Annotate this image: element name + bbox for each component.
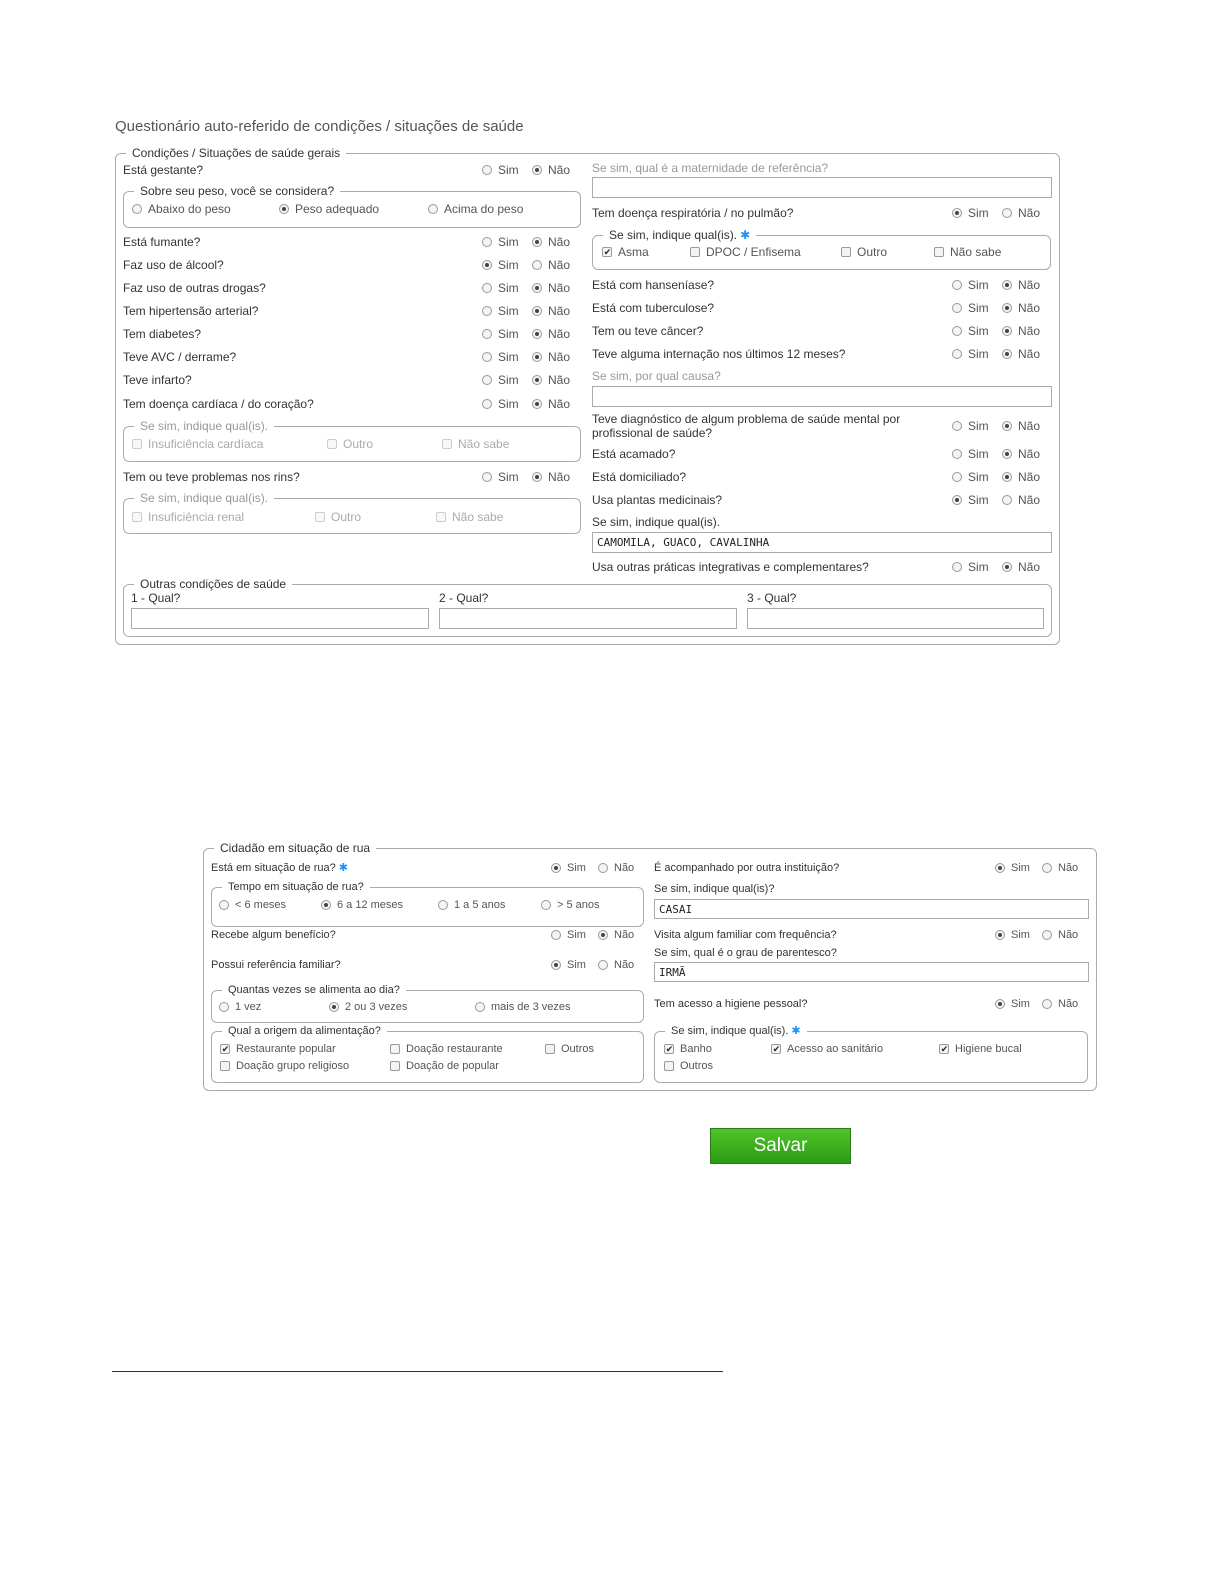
higiene-bucal[interactable]: ✔ Higiene bucal [939, 1042, 1022, 1056]
avc-nao[interactable]: Não [532, 350, 570, 364]
page-title: Questionário auto-referido de condições / situações de saúde [115, 118, 524, 135]
respiratoria-nao[interactable]: Não [1002, 206, 1040, 220]
acompanhado-label: É acompanhado por outra instituição? [654, 862, 840, 874]
acompanhado-nao[interactable]: Não [1042, 861, 1078, 875]
acamado-sim[interactable]: Sim [952, 447, 989, 461]
radio-icon [952, 421, 962, 431]
tempo-legend: Tempo em situação de rua? [222, 879, 370, 895]
maternidade-label: Se sim, qual é a maternidade de referência? [592, 161, 829, 175]
radio-icon [1042, 930, 1052, 940]
radio-selected-icon [1002, 472, 1012, 482]
required-icon: ✱ [740, 228, 751, 242]
radio-icon [475, 1002, 485, 1012]
cardiaca-nao[interactable]: Não [532, 397, 570, 411]
alimenta-2-3[interactable]: 2 ou 3 vezes [329, 1000, 407, 1014]
beneficio-sim[interactable]: Sim [551, 928, 586, 942]
alimenta-box [211, 984, 644, 1023]
alimenta-mais-3[interactable]: mais de 3 vezes [475, 1000, 570, 1014]
radio-selected-icon [329, 1002, 339, 1012]
rins-nao-sabe[interactable]: Não sabe [436, 510, 503, 524]
radio-icon [482, 399, 492, 409]
radio-icon [482, 165, 492, 175]
alimenta-1[interactable]: 1 vez [219, 1000, 261, 1014]
radio-selected-icon [1002, 280, 1012, 290]
alcool-nao[interactable]: Não [532, 258, 570, 272]
diabetes-sim[interactable]: Sim [482, 327, 519, 341]
radio-selected-icon [532, 472, 542, 482]
internacao-nao[interactable]: Não [1002, 347, 1040, 361]
tuberculose-nao[interactable]: Não [1002, 301, 1040, 315]
alcool-sim[interactable]: Sim [482, 258, 519, 272]
radio-selected-icon [551, 863, 561, 873]
plantas-nao[interactable]: Não [1002, 493, 1040, 507]
outras-q3-label: 3 - Qual? [747, 591, 797, 605]
radio-selected-icon [598, 930, 608, 940]
radio-selected-icon [551, 960, 561, 970]
cardiaca-box-legend: Se sim, indique qual(is). [134, 418, 274, 434]
checkbox-icon [442, 439, 452, 449]
acompanhado-sim[interactable]: Sim [995, 861, 1030, 875]
respiratoria-box-legend: Se sim, indique qual(is). ✱ [603, 227, 756, 243]
hipertensao-nao[interactable]: Não [532, 304, 570, 318]
peso-acima[interactable]: Acima do peso [428, 202, 523, 216]
radio-selected-icon [532, 399, 542, 409]
praticas-label: Usa outras práticas integrativas e complementares? [592, 560, 869, 574]
rins-box-legend: Se sim, indique qual(is). [134, 490, 274, 506]
tempo-menos-6[interactable]: < 6 meses [219, 898, 286, 912]
required-icon: ✱ [338, 862, 348, 874]
radio-selected-icon [532, 329, 542, 339]
alcool-label: Faz uso de álcool? [123, 258, 224, 272]
fumante-nao[interactable]: Não [532, 235, 570, 249]
higiene-box-legend: Se sim, indique qual(is). ✱ [665, 1023, 807, 1039]
radio-icon [952, 303, 962, 313]
referencia-label: Possui referência familiar? [211, 959, 341, 971]
radio-icon [482, 472, 492, 482]
radio-icon [952, 562, 962, 572]
outras-q1-input[interactable] [131, 608, 429, 629]
radio-selected-icon [1002, 562, 1012, 572]
checkbox-icon [390, 1044, 400, 1054]
mental-label: Teve diagnóstico de algum problema de saúde mental por profissional de saúde? [592, 412, 901, 440]
gestante-sim[interactable]: Sim [482, 163, 519, 177]
origem-doacao-restaurante[interactable]: Doação restaurante [390, 1042, 503, 1056]
beneficio-label: Recebe algum benefício? [211, 929, 336, 941]
checkbox-icon [327, 439, 337, 449]
checkbox-icon [132, 439, 142, 449]
plantas-qual-label: Se sim, indique qual(is). [592, 515, 721, 529]
causa-label: Se sim, por qual causa? [592, 369, 721, 383]
checkbox-icon [436, 512, 446, 522]
diabetes-label: Tem diabetes? [123, 327, 202, 341]
radio-icon [541, 900, 551, 910]
visita-nao[interactable]: Não [1042, 928, 1078, 942]
origem-doacao-popular[interactable]: Doação de popular [390, 1059, 499, 1073]
higiene-label: Tem acesso a higiene pessoal? [654, 998, 808, 1010]
respiratoria-label: Tem doença respiratória / no pulmão? [592, 206, 794, 220]
tempo-6-12[interactable]: 6 a 12 meses [321, 898, 403, 912]
radio-icon [482, 237, 492, 247]
checkbox-icon [545, 1044, 555, 1054]
radio-selected-icon [532, 306, 542, 316]
infarto-nao[interactable]: Não [532, 373, 570, 387]
outras-q2-label: 2 - Qual? [439, 591, 489, 605]
higiene-outros[interactable]: Outros [664, 1059, 713, 1073]
tempo-mais-5[interactable]: > 5 anos [541, 898, 600, 912]
diabetes-nao[interactable]: Não [532, 327, 570, 341]
radio-selected-icon [532, 283, 542, 293]
mental-sim[interactable]: Sim [952, 419, 989, 433]
internacao-sim[interactable]: Sim [952, 347, 989, 361]
radio-selected-icon [321, 900, 331, 910]
cardiaca-sim[interactable]: Sim [482, 397, 519, 411]
praticas-nao[interactable]: Não [1002, 560, 1040, 574]
outras-q2-input[interactable] [439, 608, 737, 629]
gestante-nao[interactable]: Não [532, 163, 570, 177]
hanseniase-nao[interactable]: Não [1002, 278, 1040, 292]
radio-icon [438, 900, 448, 910]
referencia-sim[interactable]: Sim [551, 958, 586, 972]
grau-label: Se sim, qual é o grau de parentesco? [654, 947, 837, 959]
drogas-sim[interactable]: Sim [482, 281, 519, 295]
radio-selected-icon [995, 999, 1005, 1009]
radio-icon [219, 1002, 229, 1012]
infarto-label: Teve infarto? [123, 373, 192, 387]
cancer-nao[interactable]: Não [1002, 324, 1040, 338]
outras-q1-label: 1 - Qual? [131, 591, 181, 605]
origem-box [211, 1025, 644, 1083]
radio-selected-icon [1002, 303, 1012, 313]
radio-selected-icon [952, 208, 962, 218]
avc-label: Teve AVC / derrame? [123, 350, 237, 364]
checkbox-icon [664, 1061, 674, 1071]
checkbox-checked-icon [939, 1044, 949, 1054]
checkbox-icon [220, 1061, 230, 1071]
cancer-sim[interactable]: Sim [952, 324, 989, 338]
peso-adequado[interactable]: Peso adequado [279, 202, 379, 216]
radio-icon [952, 449, 962, 459]
checkbox-checked-icon [771, 1044, 781, 1054]
radio-icon [532, 260, 542, 270]
situacao-nao[interactable]: Não [598, 861, 634, 875]
hipertensao-sim[interactable]: Sim [482, 304, 519, 318]
fumante-sim[interactable]: Sim [482, 235, 519, 249]
higiene-sim[interactable]: Sim [995, 997, 1030, 1011]
radio-icon [482, 329, 492, 339]
respiratoria-sim[interactable]: Sim [952, 206, 989, 220]
tempo-1-5[interactable]: 1 a 5 anos [438, 898, 505, 912]
cancer-label: Tem ou teve câncer? [592, 324, 704, 338]
maternidade-input[interactable] [592, 177, 1052, 198]
domiciliado-label: Está domiciliado? [592, 470, 687, 484]
fumante-label: Está fumante? [123, 235, 201, 249]
internacao-label: Teve alguma internação nos últimos 12 meses? [592, 347, 846, 361]
radio-selected-icon [995, 863, 1005, 873]
hipertensao-label: Tem hipertensão arterial? [123, 304, 259, 318]
referencia-nao[interactable]: Não [598, 958, 634, 972]
hanseniase-sim[interactable]: Sim [952, 278, 989, 292]
save-button[interactable]: Salvar [710, 1128, 851, 1164]
origem-legend: Qual a origem da alimentação? [222, 1023, 387, 1039]
mental-nao[interactable]: Não [1002, 419, 1040, 433]
higiene-box [654, 1025, 1088, 1083]
resp-asma[interactable]: ✔ Asma [602, 245, 649, 259]
radio-selected-icon [995, 930, 1005, 940]
situacao-label: Está em situação de rua? ✱ [211, 862, 348, 874]
causa-input[interactable] [592, 386, 1052, 407]
origem-outros[interactable]: Outros [545, 1042, 594, 1056]
outras-legend: Outras condições de saúde [134, 576, 292, 592]
avc-sim[interactable]: Sim [482, 350, 519, 364]
rins-label: Tem ou teve problemas nos rins? [123, 470, 300, 484]
street-legend: Cidadão em situação de rua [214, 840, 376, 856]
rins-outro[interactable]: Outro [315, 510, 361, 524]
radio-selected-icon [482, 260, 492, 270]
plantas-label: Usa plantas medicinais? [592, 493, 723, 507]
rins-nao[interactable]: Não [532, 470, 570, 484]
resp-dpoc[interactable]: DPOC / Enfisema [690, 245, 801, 259]
acamado-nao[interactable]: Não [1002, 447, 1040, 461]
grau-input[interactable]: IRMÃ [654, 962, 1089, 982]
radio-selected-icon [279, 204, 289, 214]
health-legend: Condições / Situações de saúde gerais [126, 145, 346, 161]
acomp-qual-label: Se sim, indique qual(is)? [654, 883, 775, 895]
checkbox-icon [934, 247, 944, 257]
domiciliado-nao[interactable]: Não [1002, 470, 1040, 484]
radio-icon [551, 930, 561, 940]
domiciliado-sim[interactable]: Sim [952, 470, 989, 484]
checkbox-icon [132, 512, 142, 522]
radio-icon [132, 204, 142, 214]
alimenta-legend: Quantas vezes se alimenta ao dia? [222, 982, 406, 998]
plantas-sim[interactable]: Sim [952, 493, 989, 507]
radio-icon [598, 960, 608, 970]
checkbox-checked-icon [220, 1044, 230, 1054]
radio-icon [482, 375, 492, 385]
radio-selected-icon [1002, 349, 1012, 359]
peso-abaixo[interactable]: Abaixo do peso [132, 202, 231, 216]
drogas-label: Faz uso de outras drogas? [123, 281, 266, 295]
radio-icon [1042, 999, 1052, 1009]
radio-icon [952, 280, 962, 290]
radio-icon [482, 283, 492, 293]
checkbox-checked-icon [664, 1044, 674, 1054]
radio-icon [428, 204, 438, 214]
tuberculose-sim[interactable]: Sim [952, 301, 989, 315]
outras-q3-input[interactable] [747, 608, 1044, 629]
resp-nao-sabe[interactable]: Não sabe [934, 245, 1001, 259]
checkbox-icon [841, 247, 851, 257]
acomp-input[interactable]: CASAI [654, 899, 1089, 919]
checkbox-icon [690, 247, 700, 257]
tuberculose-label: Está com tuberculose? [592, 301, 715, 315]
radio-icon [219, 900, 229, 910]
drogas-nao[interactable]: Não [532, 281, 570, 295]
radio-icon [1002, 495, 1012, 505]
higiene-nao[interactable]: Não [1042, 997, 1078, 1011]
acamado-label: Está acamado? [592, 447, 676, 461]
gestante-label: Está gestante? [123, 163, 204, 177]
rins-insuficiencia[interactable]: Insuficiência renal [132, 510, 244, 524]
praticas-sim[interactable]: Sim [952, 560, 989, 574]
higiene-banho[interactable]: ✔ Banho [664, 1042, 712, 1056]
hanseniase-label: Está com hanseníase? [592, 278, 715, 292]
cardiaca-outro[interactable]: Outro [327, 437, 373, 451]
infarto-sim[interactable]: Sim [482, 373, 519, 387]
radio-selected-icon [1002, 449, 1012, 459]
origem-grupo-religioso[interactable]: Doação grupo religioso [220, 1059, 349, 1073]
visita-sim[interactable]: Sim [995, 928, 1030, 942]
origem-restaurante-popular[interactable]: ✔ Restaurante popular [220, 1042, 336, 1056]
cardiaca-nao-sabe[interactable]: Não sabe [442, 437, 509, 451]
footnote-divider [112, 1371, 723, 1372]
cardiaca-label: Tem doença cardíaca / do coração? [123, 397, 314, 411]
radio-icon [482, 352, 492, 362]
resp-outro[interactable]: Outro [841, 245, 887, 259]
radio-icon [952, 326, 962, 336]
radio-icon [598, 863, 608, 873]
checkbox-icon [315, 512, 325, 522]
required-icon: ✱ [791, 1025, 801, 1037]
radio-selected-icon [952, 495, 962, 505]
cardiaca-insuficiencia[interactable]: Insuficiência cardíaca [132, 437, 263, 451]
radio-selected-icon [532, 237, 542, 247]
rins-sim[interactable]: Sim [482, 470, 519, 484]
radio-icon [952, 349, 962, 359]
radio-selected-icon [532, 165, 542, 175]
higiene-sanitario[interactable]: ✔ Acesso ao sanitário [771, 1042, 883, 1056]
radio-icon [1042, 863, 1052, 873]
checkbox-icon [390, 1061, 400, 1071]
radio-icon [952, 472, 962, 482]
radio-selected-icon [1002, 326, 1012, 336]
visita-label: Visita algum familiar com frequência? [654, 929, 837, 941]
plantas-input[interactable]: CAMOMILA, GUACO, CAVALINHA [592, 532, 1052, 553]
radio-selected-icon [532, 352, 542, 362]
radio-icon [482, 306, 492, 316]
radio-selected-icon [532, 375, 542, 385]
beneficio-nao[interactable]: Não [598, 928, 634, 942]
checkbox-checked-icon [602, 247, 612, 257]
peso-legend: Sobre seu peso, você se considera? [134, 183, 340, 199]
radio-icon [1002, 208, 1012, 218]
situacao-sim[interactable]: Sim [551, 861, 586, 875]
radio-selected-icon [1002, 421, 1012, 431]
